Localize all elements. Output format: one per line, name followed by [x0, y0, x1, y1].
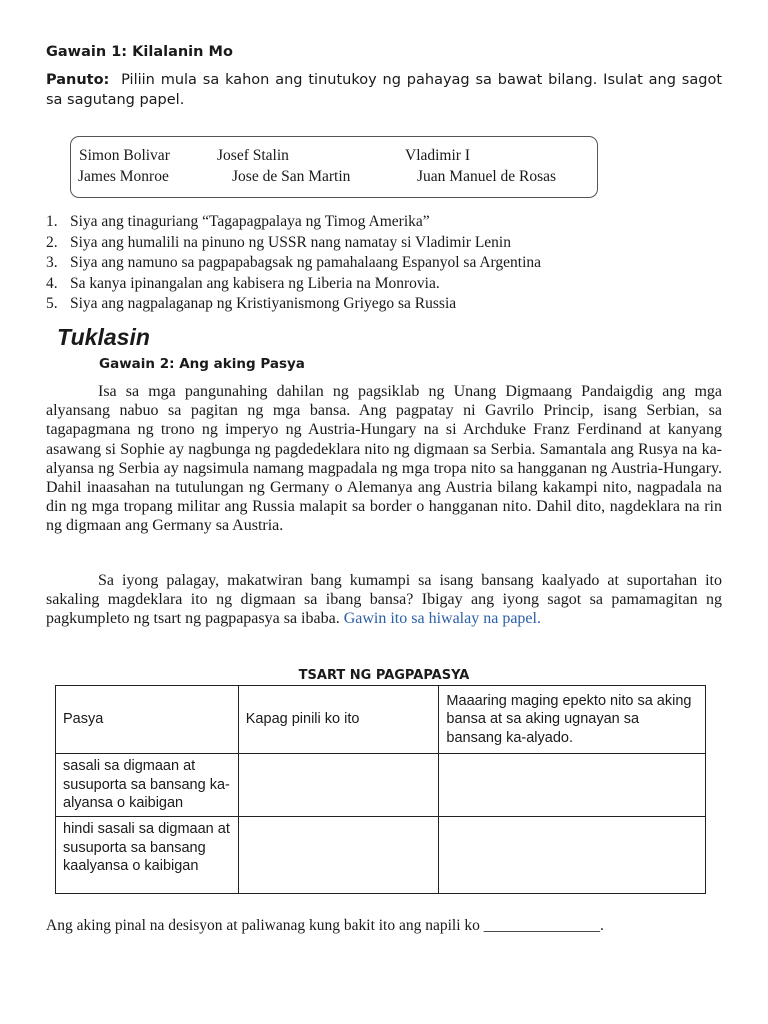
- gawain2-title: Gawain 2: Ang aking Pasya: [99, 356, 305, 372]
- choice-item: Simon Bolivar: [79, 147, 170, 164]
- question-list: [46, 212, 736, 315]
- choice-item: Vladimir I: [405, 147, 470, 164]
- item-text: Siya ang nagpalaganap ng Kristiyanismong Griyego sa Russia: [70, 295, 457, 312]
- list-item: [46, 233, 736, 254]
- table-row: [56, 817, 706, 894]
- choice-item: Juan Manuel de Rosas: [417, 168, 557, 185]
- table-cell: sasali sa digmaan at susuporta sa bansang ka-alyansa o kaibigan: [56, 754, 239, 817]
- list-item: [46, 274, 736, 295]
- chart-title: TSART NG PAGPAPASYA: [298, 668, 470, 683]
- item-text: Siya ang humalili na pinuno ng USSR nang namatay si Vladimir Lenin: [70, 233, 511, 251]
- paragraph-2-instruction: Gawin ito sa hiwalay na papel.: [339, 610, 541, 628]
- table-cell-blank: [439, 754, 706, 817]
- table-cell: hindi sasali sa digmaan at susuporta sa bansang kaalyansa o kaibigan: [56, 817, 239, 894]
- header-cell: Maaaring maging epekto nito sa aking bansa at sa aking ugnayan sa bansang ka-alyado.: [439, 686, 706, 754]
- final-decision-line: Ang aking pinal na desisyon at paliwanag kung bakit ito ang napili ko _______________.: [46, 917, 604, 934]
- choice-item: Jose de San Martin: [232, 168, 351, 185]
- choice-item: Josef Stalin: [217, 147, 289, 164]
- item-text: Siya ang tinaguriang “Tagapagpalaya ng Timog Amerika”: [70, 213, 430, 230]
- header-cell: Pasya: [56, 686, 239, 754]
- paragraph-2-main: Sa iyong palagay, makatwiran bang kumampi sa isang bansang kaalyado at suportahan ito sakaling magdeklara ito ng digmaan sa ibang bansa? Ibigay ang iyong sagot sa pamamagitan ng pagkumpleto ng tsart ng pagpapasya sa ibaba.: [46, 572, 722, 628]
- decision-chart-table: [55, 685, 706, 894]
- gawain1-title: Gawain 1: Kilalanin Mo: [46, 44, 233, 60]
- panuto-label: Panuto:: [46, 72, 110, 88]
- paragraph-2: [46, 571, 722, 629]
- table-cell-blank: [439, 817, 706, 894]
- panuto-text: Piliin mula sa kahon ang tinutukoy ng pahayag sa bawat bilang. Isulat ang sagot sa sagutang papel.: [46, 72, 723, 108]
- list-item: [46, 212, 736, 233]
- item-number: 2.: [46, 233, 58, 251]
- item-text: Siya ang namuno sa pagpapabagsak ng pamahalaang Espanyol sa Argentina: [70, 254, 542, 271]
- panuto-instructions: [46, 70, 722, 110]
- item-number: 4.: [46, 274, 58, 292]
- table-cell-blank: [238, 754, 439, 817]
- item-number: 5.: [46, 295, 58, 312]
- paragraph-1: Isa sa mga pangunahing dahilan ng pagsiklab ng Unang Digmaang Pandaigdig ang mga alyansang nabuo sa pagitan ng mga bansa. Ang pagpatay ni Gavrilo Princip, isang Serbian, sa tagapagmana ng trono ng imperyo ng Austria-Hungary na si Archduke Franz Ferdinand at kanyang asawang si Sophie ay nagbunga ng pagdedeklara nito ng digmaan sa Serbia. Samantala ang Rusya na ka-alyansa ng Serbia ay nagsimula namang magpadala ng mga tropa nito sa hangganan ng Austria-Hungary. Dahil inaasahan na tutulungan ng Germany o Alemanya ang Austria bilang kakampi nito, nagpadala na din ng mga tropang militar ang Russia malapit sa border o hangganan nito. Dahil dito, nagdeklara na rin ng digmaan ang Germany sa Austria.: [46, 383, 722, 535]
- table-cell-blank: [238, 817, 439, 894]
- header-cell: Kapag pinili ko ito: [238, 686, 439, 754]
- table-row: [56, 754, 706, 817]
- choices-box: [70, 136, 598, 198]
- list-item: [46, 253, 736, 274]
- list-item: [46, 294, 736, 315]
- item-text: Sa kanya ipinangalan ang kabisera ng Liberia na Monrovia.: [70, 274, 440, 292]
- item-number: 3.: [46, 254, 58, 271]
- section-heading-tuklasin: Tuklasin: [57, 324, 150, 350]
- item-number: 1.: [46, 213, 58, 230]
- table-header-row: [56, 686, 706, 754]
- choice-item: James Monroe: [78, 168, 169, 185]
